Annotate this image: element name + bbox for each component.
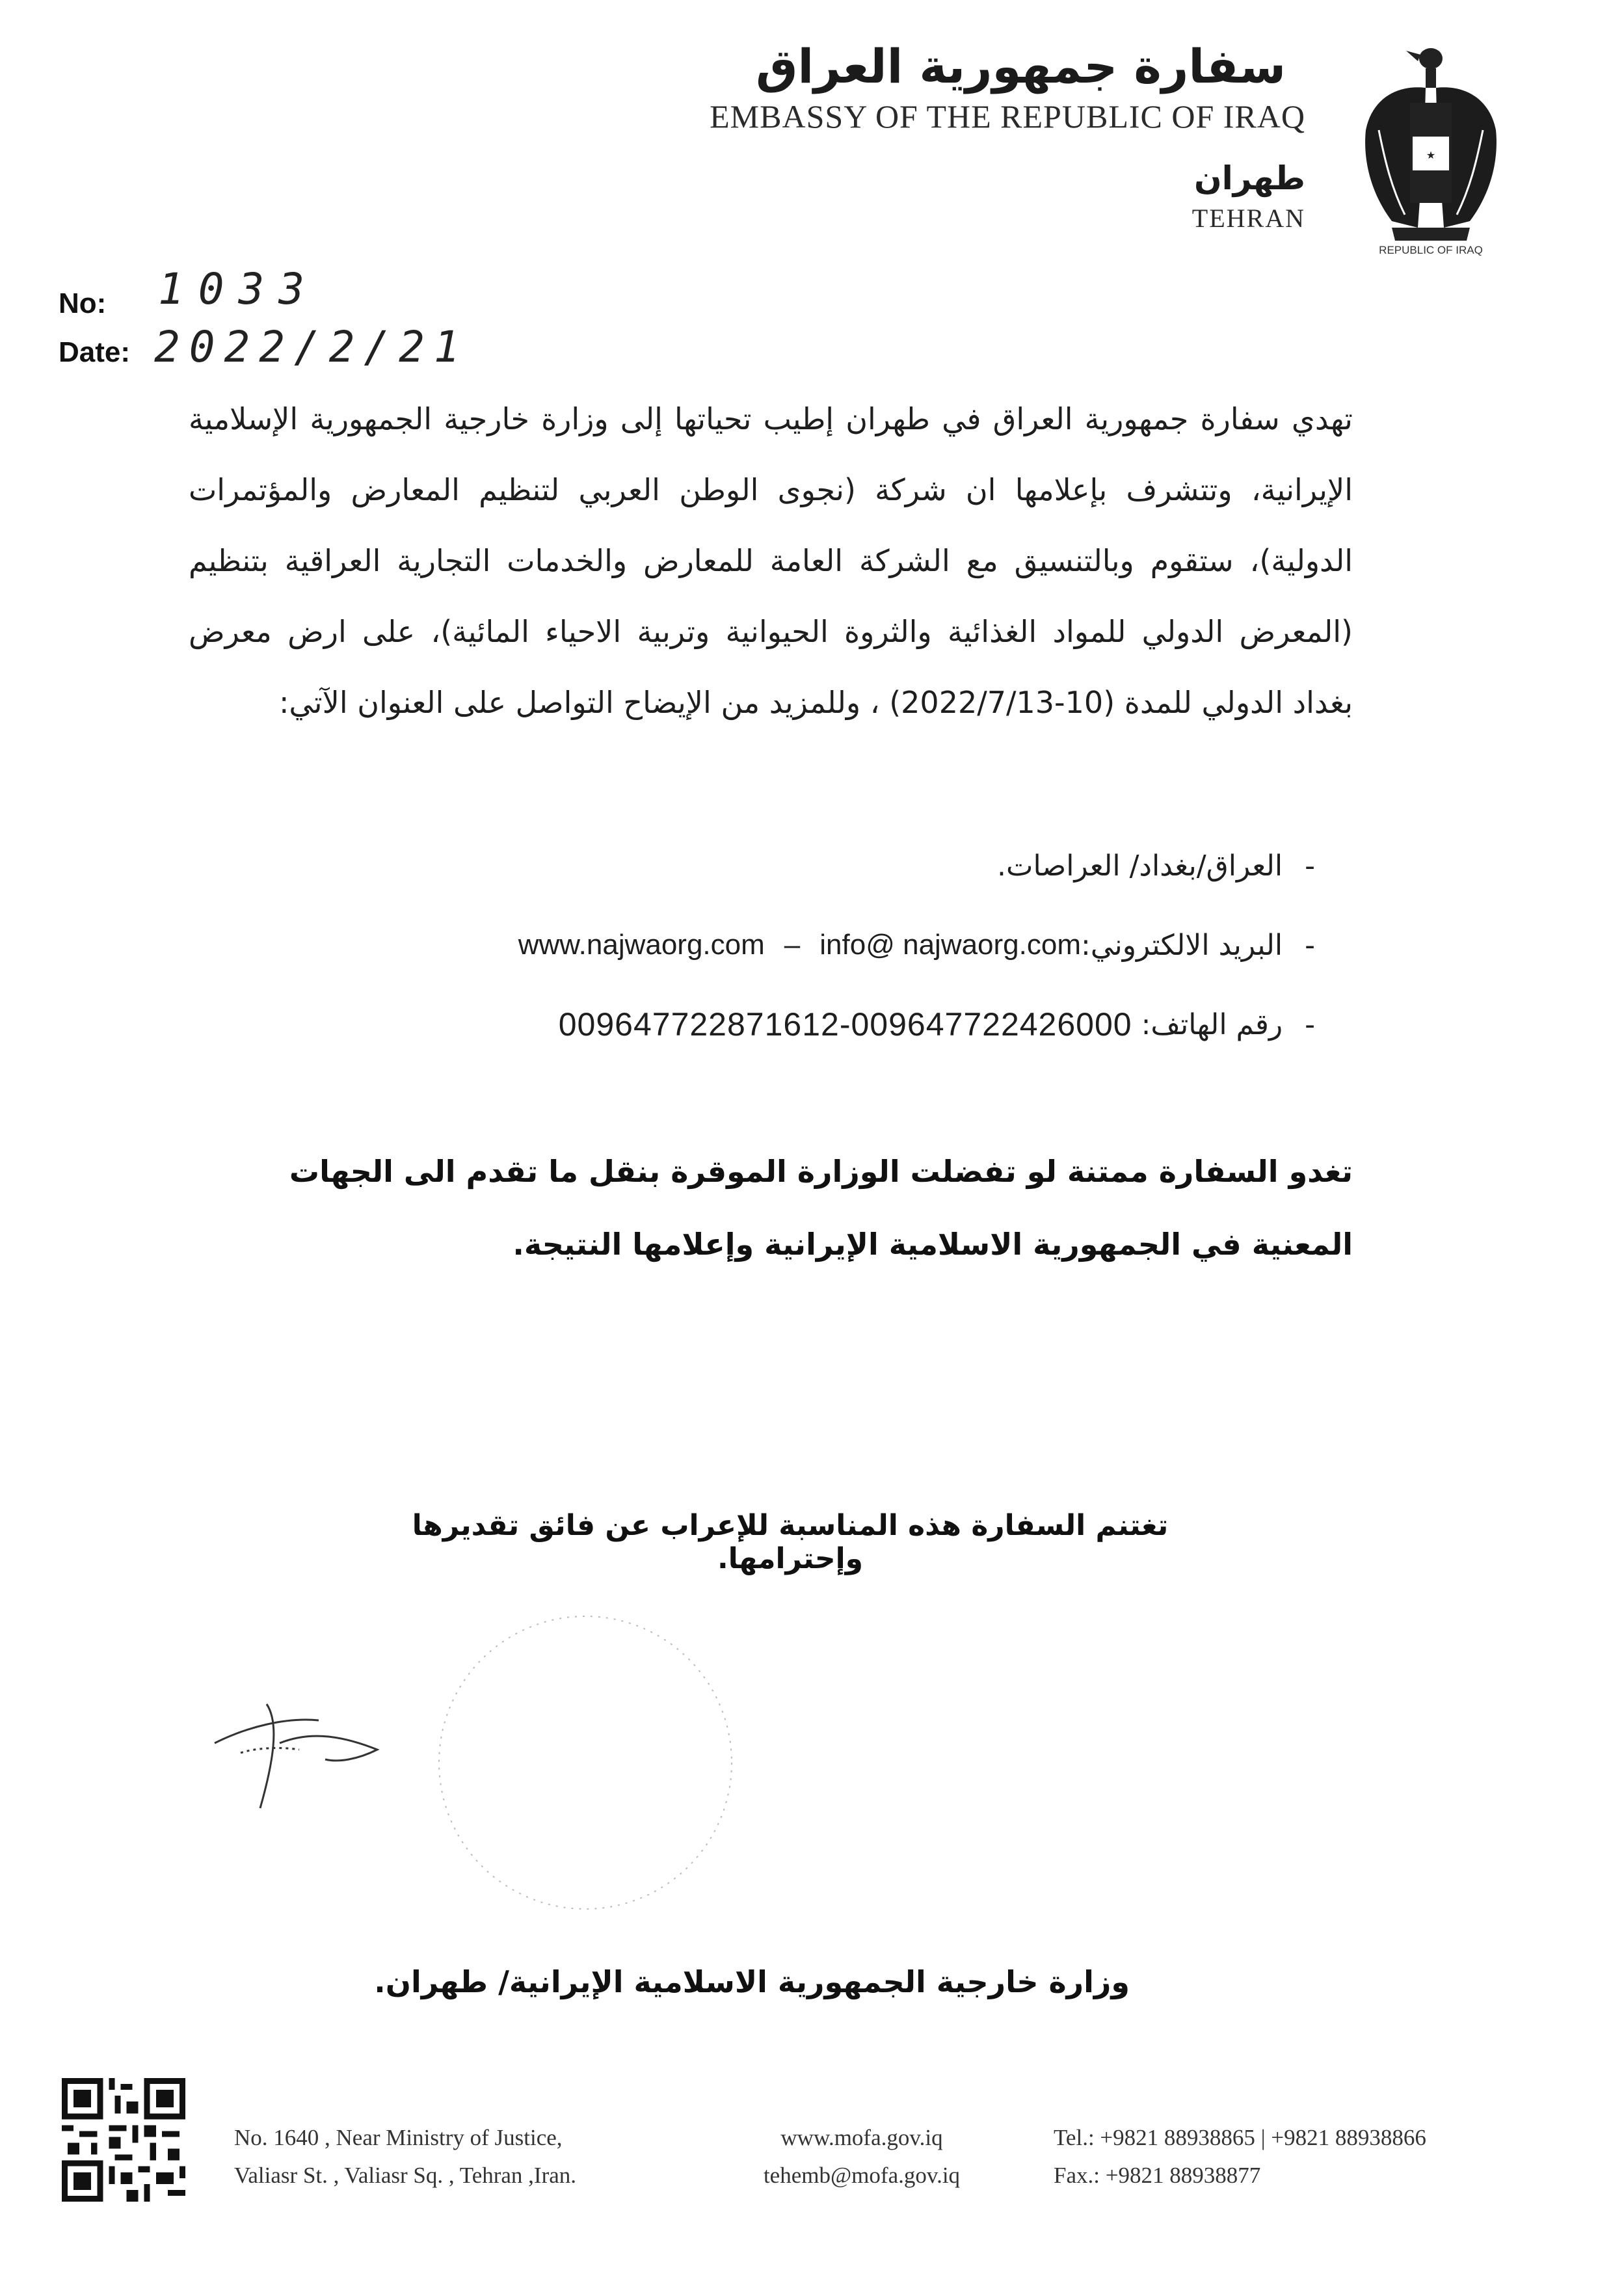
body-paragraph: تهدي سفارة جمهورية العراق في طهران إطيب تحياتها إلى وزارة خارجية الجمهورية الإسلامية الإيرانية، وتتشرف بإعلامها ان شركة (نجوى الوطن العربي لتنظيم المعارض والمؤتمرات الدولية)، ستقوم وبالتنسيق مع الشركة العامة للمعارض والخدمات التجارية العراقية بتنظيم (المعرض الدولي للمواد الغذائية والثروة الحيوانية وتربية الاحياء المائية)، على ارض معرض بغداد الدولي للمدة (10-2022/7/13) ، وللمزيد من الإيضاح التواصل على العنوان الآتي:	[189, 401, 1353, 720]
city-english: TEHRAN	[1191, 204, 1305, 233]
footer-website-link[interactable]: www.mofa.gov.iq	[780, 2125, 943, 2150]
bullet-dash: -	[1305, 928, 1315, 962]
website-value: www.najwaorg.com	[518, 929, 765, 961]
footer-telephone: Tel.: +9821 88938865 | +9821 88938866	[1054, 2125, 1426, 2150]
footer-web	[725, 2119, 998, 2194]
qr-code-icon	[62, 2078, 185, 2202]
signature-and-stamp	[208, 1613, 754, 1919]
reference-date-row	[59, 322, 469, 371]
footer-email-link[interactable]: tehemb@mofa.gov.iq	[763, 2163, 961, 2188]
email-separator: –	[784, 929, 801, 961]
phone-value: 009647722871612-009647722426000	[558, 1006, 1132, 1043]
embassy-arabic-title: سفارة جمهورية العراق	[756, 39, 1286, 94]
iraq-eagle-emblem-icon	[1353, 33, 1509, 267]
footer-address	[234, 2119, 576, 2194]
svg-text:★: ★	[1426, 149, 1436, 161]
list-item-address	[518, 826, 1315, 905]
footer-phone	[1054, 2119, 1426, 2194]
list-item-phone	[518, 985, 1315, 1064]
reference-number-row	[59, 264, 469, 322]
list-item-email	[518, 905, 1315, 985]
faint-stamp-circle	[439, 1616, 732, 1909]
signature-mark	[215, 1704, 377, 1808]
closing-courtesy-line: تغتنم السفارة هذه المناسبة للإعراب عن فائق تقديرها وإحترامها.	[412, 1509, 1169, 1575]
reference-number-value: 1033	[158, 264, 319, 314]
reference-date-label: Date:	[59, 336, 131, 368]
bullet-dash: -	[1305, 1007, 1315, 1041]
reference-date-value: 2022/2/21	[154, 322, 469, 372]
phone-label: رقم الهاتف:	[1141, 1007, 1283, 1041]
email-value: info@ najwaorg.com	[819, 929, 1082, 961]
reference-number-label: No:	[59, 287, 107, 319]
email-label: البريد الالكتروني:	[1081, 928, 1283, 962]
embassy-english-title: EMBASSY OF THE REPUBLIC OF IRAQ	[710, 98, 1305, 135]
footer-fax: Fax.: +9821 88938877	[1054, 2163, 1261, 2188]
contact-list	[518, 826, 1315, 1064]
address-text: العراق/بغداد/ العراصات.	[997, 849, 1283, 883]
footer-address-line-1: No. 1640 , Near Ministry of Justice,	[234, 2125, 563, 2150]
footer-address-line-2: Valiasr St. , Valiasr Sq. , Tehran ,Iran.	[234, 2163, 577, 2188]
emblem-caption: REPUBLIC OF IRAQ	[1379, 244, 1483, 256]
city-arabic: طهران	[1193, 159, 1305, 197]
bullet-dash: -	[1305, 849, 1315, 883]
reference-block	[59, 264, 469, 372]
addressee-line: وزارة خارجية الجمهورية الاسلامية الإيرانية/ طهران.	[374, 1964, 1130, 1999]
closing-request-paragraph: تغدو السفارة ممتنة لو تفضلت الوزارة الموقرة بنقل ما تقدم الى الجهات المعنية في الجمهورية الاسلامية الإيرانية وإعلامها النتيجة.	[289, 1154, 1353, 1262]
